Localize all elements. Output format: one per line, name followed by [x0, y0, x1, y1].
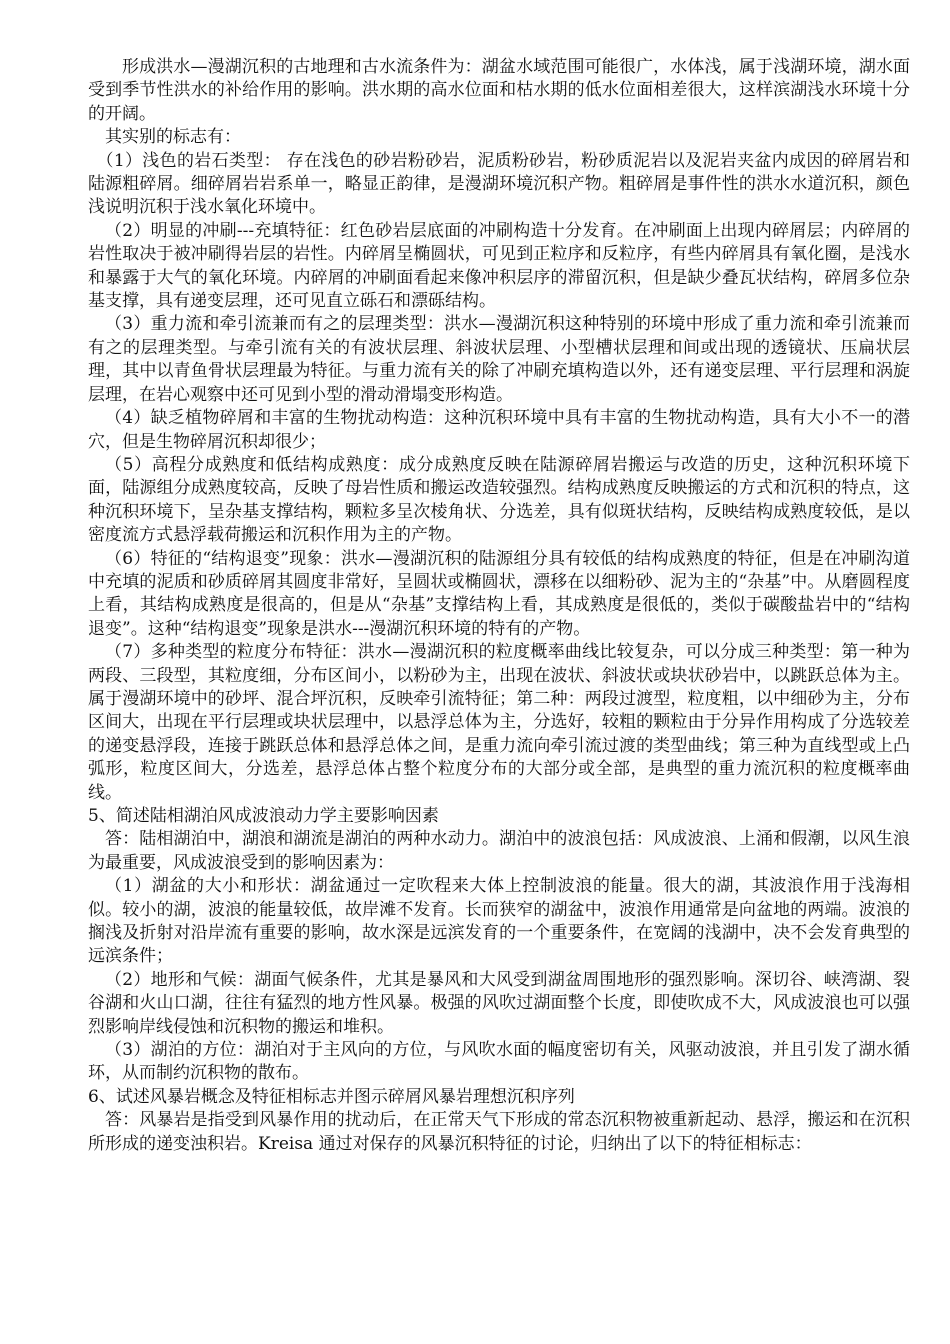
paragraph-item-1: （1）浅色的岩石类型： 存在浅色的砂岩粉砂岩，泥质粉砂岩，粉砂质泥岩以及泥岩夹盆内成因的碎屑岩和陆源粗碎屑。细碎屑岩岩系单一，略显正韵律，是漫湖环境沉积产物。粗碎屑是事件性的洪水水道沉积，颜色浅说明沉积于浅水氧化环境中。 [88, 150, 910, 218]
paragraph-item-5: （5）高程分成熟度和低结构成熟度：成分成熟度反映在陆源碎屑岩搬运与改造的历史，这种沉积环境下面，陆源组分成熟度较高，反映了母岩性质和搬运改造较强烈。结构成熟度反映搬运的方式和沉积的特点，这种沉积环境下，呈杂基支撑结构，颗粒多呈次棱角状、分选差，具有似斑状结构，反映结构成熟度较低，是以密度流方式悬浮载荷搬运和沉积作用为主的产物。 [88, 454, 910, 546]
paragraph-intro: 形成洪水—漫湖沉积的古地理和古水流条件为：湖盆水域范围可能很广，水体浅，属于浅湖环境，湖水面受到季节性洪水的补给作用的影响。洪水期的高水位面和枯水期的低水位面相差很大，这样滨湖浅水环境十分的开阔。 [88, 57, 910, 124]
paragraph-factor-3: （3）湖泊的方位：湖泊对于主风向的方位，与风吹水面的幅度密切有关，风驱动波浪，并且引发了湖水循环，从而制约沉积物的散布。 [88, 1040, 910, 1084]
paragraph-markers-lead: 其实别的标志有： [105, 127, 241, 148]
paragraph-item-7: （7）多种类型的粒度分布特征：洪水—漫湖沉积的粒度概率曲线比较复杂，可以分成三种类型：第一种为两段、三段型，其粒度细，分布区间小，以粉砂为主，出现在波状、斜波状或块状砂岩中，以跳跃总体为主。属于漫湖环境中的砂坪、混合坪沉积，反映牵引流特征；第二种：两段过渡型，粒度粗，以中细砂为主，分布区间大，出现在平行层理或块状层理中，以悬浮总体为主，分选好，较粗的颗粒由于分异作用构成了分选较差的递变悬浮段，连接于跳跃总体和悬浮总体之间，是重力流向牵引流过渡的类型曲线；第三种为直线型或上凸弧形，粒度区间大，分选差，悬浮总体占整个粒度分布的大部分或全部，是典型的重力流沉积的粒度概率曲线。 [88, 642, 910, 803]
paragraph-answer-6: 答：风暴岩是指受到风暴作用的扰动后，在正常天气下形成的常态沉积物被重新起动、悬浮，搬运和在沉积所形成的递变浊积岩。Kreisa 通过对保存的风暴沉积特征的讨论，归纳出了以下的特征相标志： [88, 1110, 910, 1154]
paragraph-item-4: （4）缺乏植物碎屑和丰富的生物扰动构造：这种沉积环境中具有丰富的生物扰动构造，具有大小不一的潜穴，但是生物碎屑沉积却很少； [88, 408, 910, 452]
paragraph-item-6: （6）特征的“结构退变”现象：洪水—漫湖沉积的陆源组分具有较低的结构成熟度的特征，但是在冲刷沟道中充填的泥质和砂质碎屑其圆度非常好，呈圆状或椭圆状，漂移在以细粉砂、泥为主的“杂基”中。从磨圆程度上看，其结构成熟度是很高的，但是从“杂基”支撑结构上看，其成熟度是很低的，类似于碳酸盐岩中的“结构退变”。这种“结构退变”现象是洪水---漫湖沉积环境的特有的产物。 [88, 548, 910, 639]
paragraph-answer-5: 答：陆相湖泊中，湖浪和湖流是湖泊的两种水动力。湖泊中的波浪包括：风成波浪、上涌和假潮，以风生浪为最重要，风成波浪受到的影响因素为： [88, 829, 910, 873]
paragraph-factor-1: （1）湖盆的大小和形状：湖盆通过一定吹程来大体上控制波浪的能量。很大的湖，其波浪作用于浅海相似。较小的湖，波浪的能量较低，故岸滩不发育。长而狭窄的湖盆中，波浪作用通常是向盆地的两端。波浪的搁浅及折射对沿岸流有重要的影响，故水深是远滨发育的一个重要条件，在宽阔的浅湖中，决不会发育典型的远滨条件； [88, 876, 910, 967]
paragraph-factor-2: （2）地形和气候：湖面气候条件，尤其是暴风和大风受到湖盆周围地形的强烈影响。深切谷、峡湾湖、裂谷湖和火山口湖，往往有猛烈的地方性风暴。极强的风吹过湖面整个长度，即使吹成不大，风成波浪也可以强烈影响岸线侵蚀和沉积物的搬运和堆积。 [88, 969, 910, 1037]
paragraph-item-3: （3）重力流和牵引流兼而有之的层理类型：洪水—漫湖沉积这种特别的环境中形成了重力流和牵引流兼而有之的层理类型。与牵引流有关的有波状层理、斜波状层理、小型槽状层理和间或出现的透镜状、压扁状层理，其中以青鱼骨状层理最为特征。与重力流有关的除了冲刷充填构造以外，还有递变层理、平行层理和涡旋层理，在岩心观察中还可见到小型的滑动滑塌变形构造。 [88, 314, 910, 405]
section-heading-6: 6、试述风暴岩概念及特征相标志并图示碎屑风暴岩理想沉积序列 [88, 1086, 575, 1107]
paragraph-item-2: （2）明显的冲刷---充填特征：红色砂岩层底面的冲刷构造十分发育。在冲刷面上出现内碎屑层；内碎屑的岩性取决于被冲刷得岩层的岩性。内碎屑呈椭圆状，可见到正粒序和反粒序，有些内碎屑具有氧化圈，是浅水和暴露于大气的氧化环境。内碎屑的冲刷面看起来像冲积层序的滞留沉积，但是缺少叠瓦状结构，碎屑多位杂基支撑，具有递变层理，还可见直立砾石和漂砾结构。 [88, 220, 910, 312]
section-heading-5: 5、简述陆相湖泊风成波浪动力学主要影响因素 [88, 806, 439, 826]
